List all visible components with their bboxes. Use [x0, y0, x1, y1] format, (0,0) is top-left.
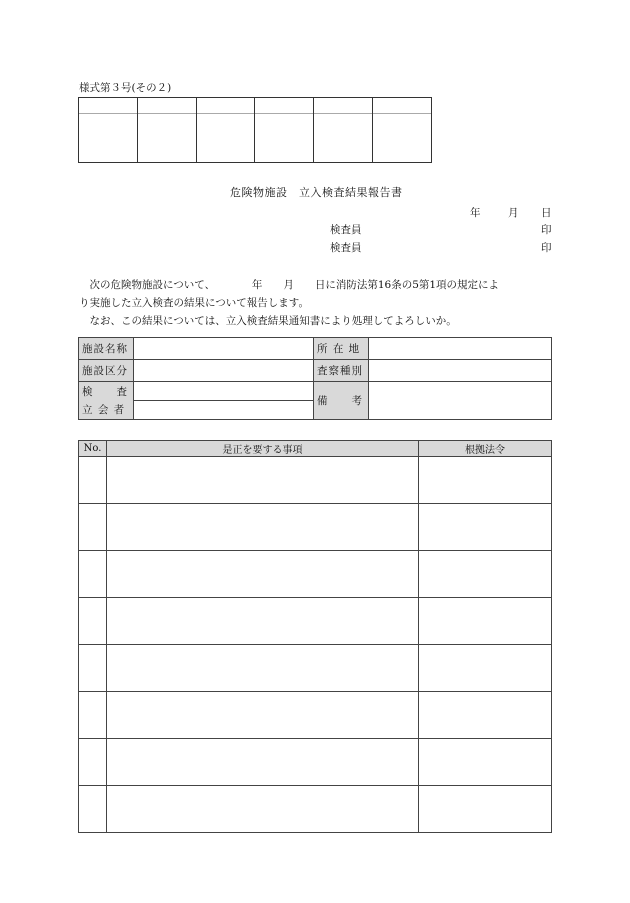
inspector-label: 検査員	[330, 224, 362, 236]
stamp-cell[interactable]	[314, 98, 373, 162]
stamp-cell[interactable]	[79, 98, 138, 162]
header-item: 是正を要する事項	[107, 441, 419, 457]
remarks-field[interactable]	[369, 382, 552, 420]
form-number: 様式第３号(その２)	[79, 82, 172, 94]
table-row	[79, 645, 552, 692]
inspector-seal: 印	[541, 224, 552, 236]
stamp-cell[interactable]	[197, 98, 256, 162]
body-line-1: 次の危険物施設について、 年 月 日に消防法第16条の5第1項の規定によ	[79, 279, 500, 291]
table-row	[79, 551, 552, 598]
location-label: 所 在 地	[314, 338, 369, 360]
inspection-field[interactable]	[134, 382, 314, 401]
body-line-2: り実施した立入検査の結果について報告します。	[79, 297, 309, 309]
table-row	[79, 598, 552, 645]
table-row	[79, 504, 552, 551]
facility-class-field[interactable]	[134, 360, 314, 382]
header-law: 根拠法令	[419, 441, 552, 457]
table-row	[79, 739, 552, 786]
stamp-cell[interactable]	[373, 98, 431, 162]
inspection-type-label: 査察種別	[314, 360, 369, 382]
facility-name-label: 施設名称	[79, 338, 134, 360]
facility-name-field[interactable]	[134, 338, 314, 360]
inspection-type-field[interactable]	[369, 360, 552, 382]
table-row	[79, 457, 552, 504]
document-title: 危険物施設 立入検査結果報告書	[230, 186, 403, 199]
location-field[interactable]	[369, 338, 552, 360]
inspector-label: 検査員	[330, 242, 362, 254]
header-no: No.	[79, 441, 107, 457]
facility-info-table	[78, 337, 552, 420]
stamp-cell[interactable]	[138, 98, 197, 162]
witness-field[interactable]	[134, 401, 314, 420]
table-row	[79, 786, 552, 833]
date-day: 日	[541, 207, 552, 219]
witness-label: 立 会 者	[79, 401, 134, 420]
date-month: 月	[508, 207, 519, 219]
inspection-label: 検 査	[79, 382, 134, 401]
facility-class-label: 施設区分	[79, 360, 134, 382]
body-line-3: なお、この結果については、立入検査結果通知書により処理してよろしいか。	[79, 315, 457, 327]
stamp-cell[interactable]	[255, 98, 314, 162]
inspector-seal: 印	[541, 242, 552, 254]
corrective-items-table	[78, 440, 552, 833]
remarks-label: 備 考	[314, 382, 369, 420]
date-year: 年	[470, 207, 481, 219]
table-row	[79, 692, 552, 739]
approval-stamp-grid	[78, 97, 432, 163]
